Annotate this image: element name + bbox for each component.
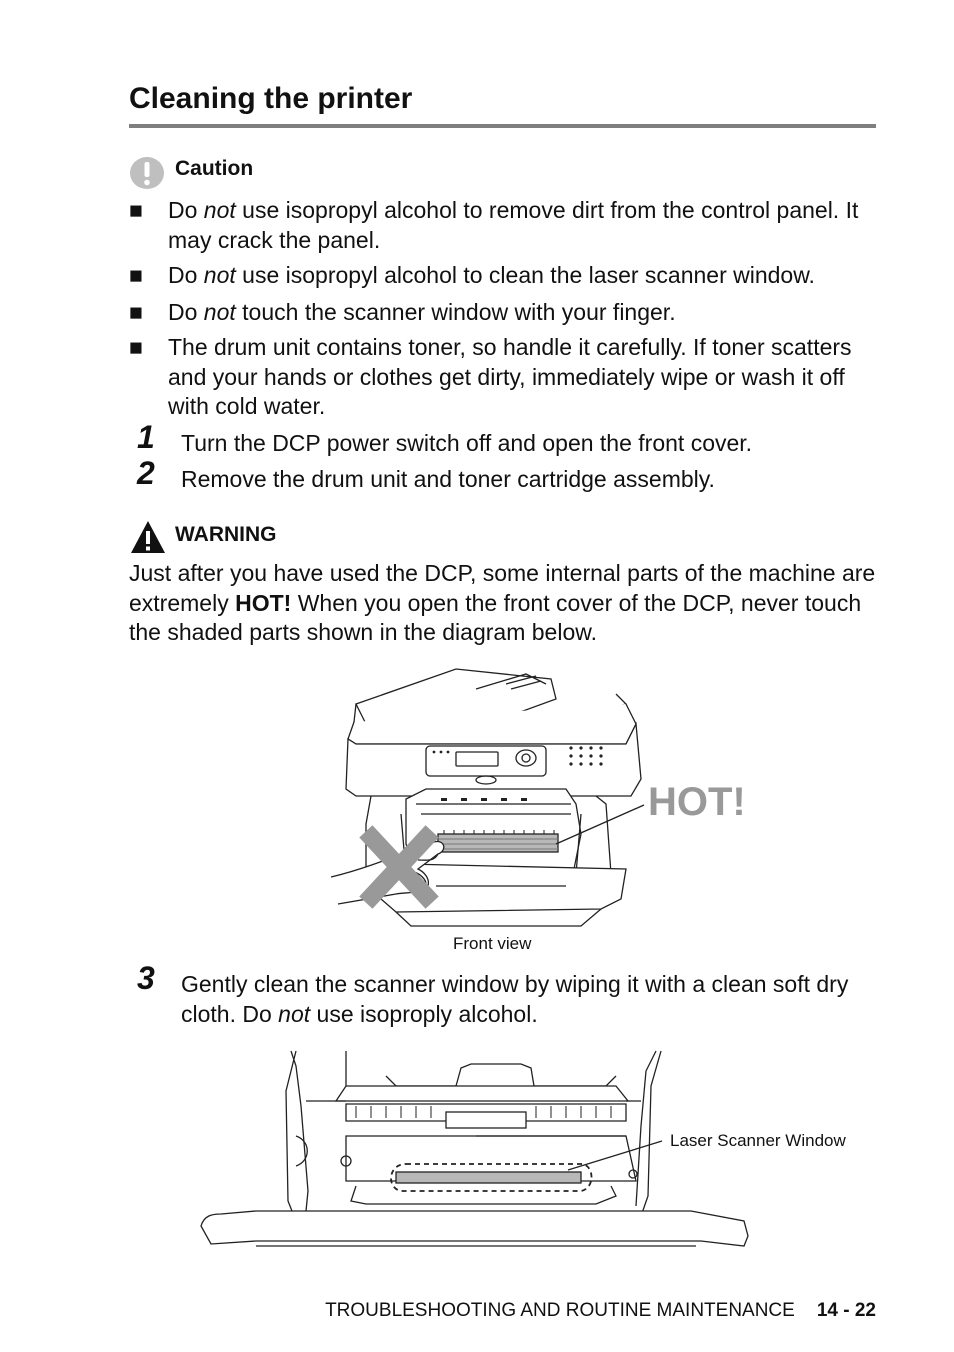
page-title: Cleaning the printer bbox=[129, 82, 413, 115]
caution-heading: Caution bbox=[175, 157, 254, 180]
hot-label: HOT! bbox=[648, 780, 746, 824]
step-item bbox=[137, 419, 882, 461]
caution-bullet bbox=[129, 196, 879, 256]
step-number: 3 bbox=[137, 960, 155, 996]
bullet-square: ■ bbox=[129, 262, 143, 288]
caution-bullet bbox=[129, 261, 879, 291]
front-view-caption: Front view bbox=[453, 934, 532, 953]
caution-bullet bbox=[129, 298, 879, 328]
step-text: Turn the DCP power switch off and open the front cover. bbox=[181, 430, 753, 456]
bullet-text: Do not use isopropyl alcohol to clean the laser scanner window. bbox=[168, 262, 815, 288]
caution-bullet bbox=[129, 333, 879, 423]
warning-triangle-icon bbox=[129, 519, 167, 555]
exclamation-icon bbox=[129, 156, 165, 190]
bullet-text: Do not touch the scanner window with your finger. bbox=[168, 299, 676, 325]
bullet-square: ■ bbox=[129, 334, 143, 360]
bullet-square: ■ bbox=[129, 197, 143, 223]
title-rule bbox=[129, 124, 876, 128]
warning-heading: WARNING bbox=[175, 523, 277, 546]
step-text: Remove the drum unit and toner cartridge assembly. bbox=[181, 466, 715, 492]
laser-scanner-window-label: Laser Scanner Window bbox=[670, 1131, 846, 1150]
step-item bbox=[137, 960, 882, 1032]
footer-section: TROUBLESHOOTING AND ROUTINE MAINTENANCE bbox=[325, 1300, 795, 1321]
warning-text: Just after you have used the DCP, some internal parts of the machine are extremely HOT! When you open the front cover of the DCP, never touch the shaded parts shown in the diagram below. bbox=[129, 560, 876, 645]
page-number: 14 - 22 bbox=[816, 1300, 876, 1321]
step-text: Gently clean the scanner window by wiping it with a clean soft dry cloth. Do not use isoproply alcohol. bbox=[181, 971, 849, 1027]
scanner-window-illustration bbox=[196, 1046, 756, 1256]
step-number: 1 bbox=[137, 419, 155, 455]
front-view-illustration bbox=[326, 664, 756, 934]
bullet-text: The drum unit contains toner, so handle it carefully. If toner scatters and your hands or clothes get dirty, immediately wipe or wash it off with cold water. bbox=[168, 334, 852, 419]
step-number: 2 bbox=[137, 455, 155, 491]
page-footer bbox=[325, 1300, 876, 1322]
bullet-square: ■ bbox=[129, 299, 143, 325]
step-item bbox=[137, 455, 882, 497]
bullet-text: Do not use isopropyl alcohol to remove dirt from the control panel. It may crack the panel. bbox=[168, 197, 859, 253]
